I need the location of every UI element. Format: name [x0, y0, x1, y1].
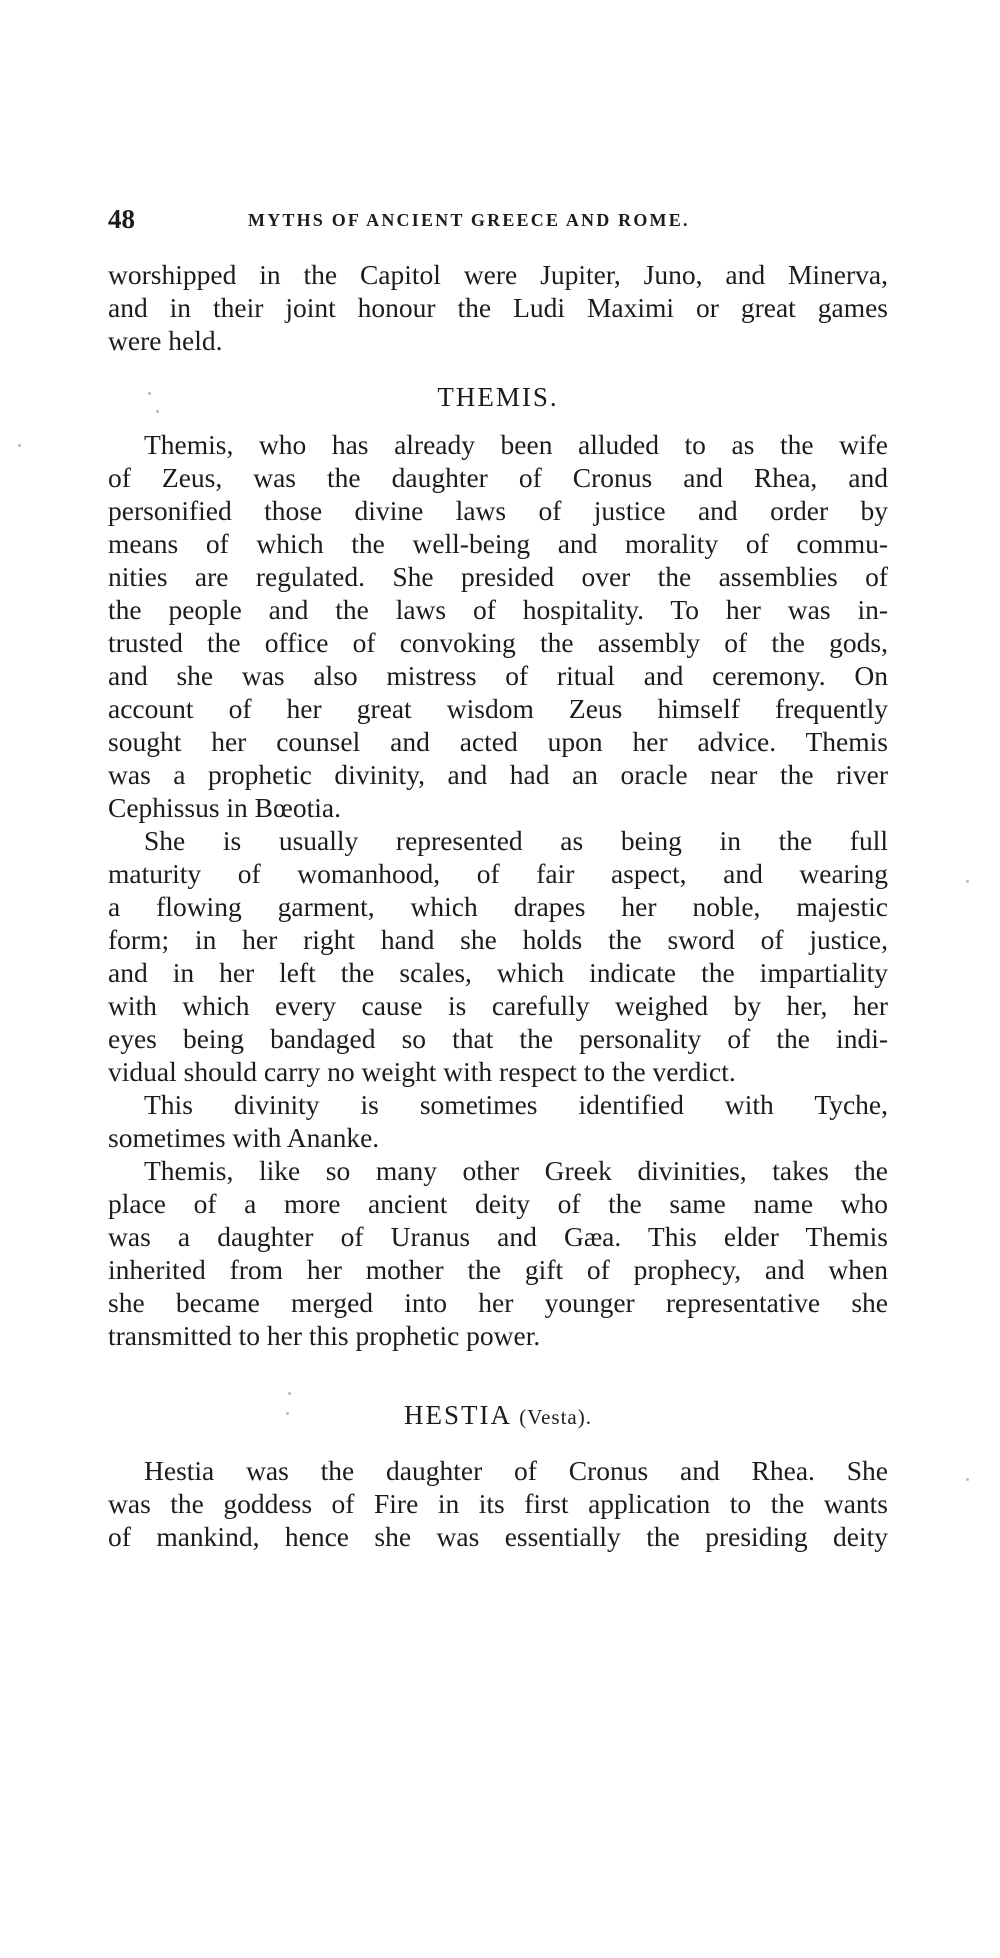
- hestia-paragraph-1: [108, 1454, 888, 1553]
- text-line: sometimes with Ananke.: [108, 1122, 380, 1153]
- text-line: place of a more ancient deity of the same name who: [108, 1188, 888, 1219]
- text-line: and she was also mistress of ritual and ceremony. On: [108, 660, 888, 691]
- text-line: of mankind, hence she was essentially the presiding deity: [108, 1521, 888, 1552]
- running-title: MYTHS OF ANCIENT GREECE AND ROME.: [248, 210, 690, 230]
- text-line: a flowing garment, which drapes her noble, majestic: [108, 891, 888, 922]
- hestia-heading-sub: (Vesta).: [519, 1405, 592, 1429]
- text-line: with which every cause is carefully weighed by her, her: [108, 990, 888, 1021]
- scan-speck: [18, 444, 21, 447]
- text-line: of Zeus, was the daughter of Cronus and Rhea, and: [108, 462, 888, 493]
- text-line: eyes being bandaged so that the personality of the indi-: [108, 1023, 888, 1054]
- scan-speck: [288, 1392, 291, 1395]
- text-line: maturity of womanhood, of fair aspect, and wearing: [108, 858, 888, 889]
- page-number: 48: [108, 204, 135, 234]
- scan-speck: [286, 1412, 289, 1415]
- text-line: worshipped in the Capitol were Jupiter, Juno, and Minerva,: [108, 259, 888, 290]
- text-line: and in her left the scales, which indicate the impartiality: [108, 957, 888, 988]
- text-line: Hestia was the daughter of Cronus and Rhea. She: [144, 1455, 888, 1486]
- section-heading-themis: THEMIS.: [437, 382, 559, 412]
- text-line: was a daughter of Uranus and Gæa. This elder Themis: [108, 1221, 888, 1252]
- themis-paragraph-2: [108, 824, 888, 1088]
- themis-paragraph-4: [108, 1154, 888, 1352]
- text-line: was a prophetic divinity, and had an oracle near the river: [108, 759, 888, 790]
- scan-speck: [966, 1478, 969, 1481]
- intro-paragraph: [108, 258, 888, 357]
- text-line: she became merged into her younger representative she: [108, 1287, 888, 1318]
- section-heading-hestia: [108, 1400, 888, 1431]
- text-line: account of her great wisdom Zeus himself frequently: [108, 693, 888, 724]
- themis-paragraph-1: [108, 428, 888, 824]
- themis-paragraph-3: [108, 1088, 888, 1154]
- text-line: Themis, like so many other Greek divinities, takes the: [144, 1155, 888, 1186]
- text-line: nities are regulated. She presided over the assemblies of: [108, 561, 888, 592]
- text-line: Cephissus in Bœotia.: [108, 792, 341, 823]
- text-line: She is usually represented as being in the full: [144, 825, 888, 856]
- text-line: vidual should carry no weight with respect to the verdict.: [108, 1056, 736, 1087]
- text-line: sought her counsel and acted upon her advice. Themis: [108, 726, 888, 757]
- running-head: [108, 204, 888, 240]
- text-line: were held.: [108, 325, 223, 356]
- text-line: and in their joint honour the Ludi Maximi or great games: [108, 292, 888, 323]
- text-line: transmitted to her this prophetic power.: [108, 1320, 541, 1351]
- scan-speck: [156, 410, 159, 413]
- text-line: Themis, who has already been alluded to as the wife: [144, 429, 888, 460]
- text-line: trusted the office of convoking the assembly of the gods,: [108, 627, 888, 658]
- scan-speck: [148, 392, 151, 395]
- hestia-heading-main: HESTIA: [404, 1400, 511, 1430]
- text-line: This divinity is sometimes identified with Tyche,: [144, 1089, 888, 1120]
- text-line: means of which the well-being and morality of commu-: [108, 528, 888, 559]
- text-line: was the goddess of Fire in its first application to the wants: [108, 1488, 888, 1519]
- scan-speck: [966, 880, 969, 883]
- text-line: form; in her right hand she holds the sword of justice,: [108, 924, 888, 955]
- text-line: the people and the laws of hospitality. To her was in-: [108, 594, 888, 625]
- text-line: personified those divine laws of justice and order by: [108, 495, 888, 526]
- text-line: inherited from her mother the gift of prophecy, and when: [108, 1254, 888, 1285]
